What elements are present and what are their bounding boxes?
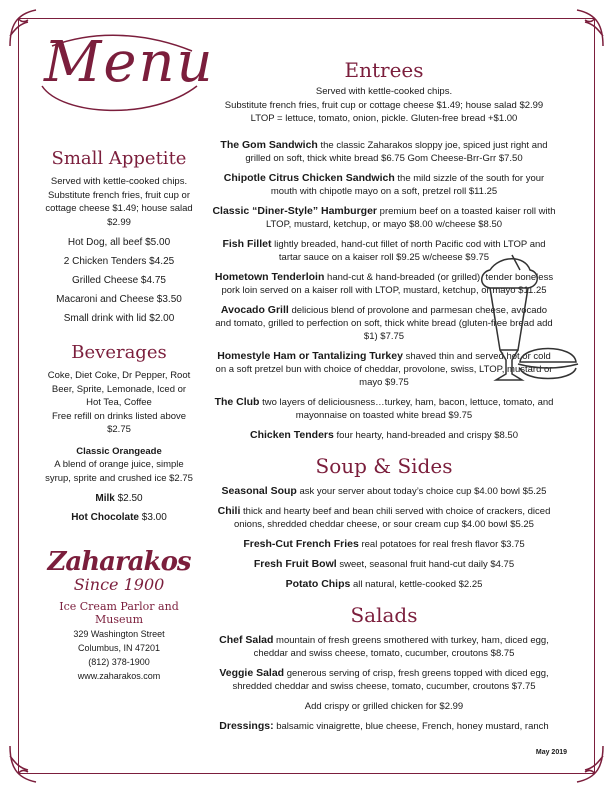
menu-item: Chef Salad mountain of fresh greens smothered with turkey, ham, diced egg, cheddar and swiss cheese, tomato, cucumber, croutons $8.75 [219,633,549,659]
milk-price: $2.50 [117,493,143,504]
menu-item: Hometown Tenderloin hand-cut & hand-breaded (or grilled), tender boneless pork loin served on a kaiser roll with LTOP, mustard, ketchup, or mayo $11.25 [214,270,554,296]
entrees-note1: Served with kettle-cooked chips. [315,86,453,97]
entrees-note2: Substitute french fries, fruit cup or cottage cheese $1.49; house salad $2.99 [224,99,544,111]
milk-name: Milk [95,493,115,504]
dressings: Dressings: balsamic vinaigrette, blue cheese, French, honey mustard, ranch [219,719,549,732]
left-column [44,148,194,682]
entrees-note3: LTOP = lettuce, tomato, onion, pickle. Gluten-free bread +$1.00 [250,113,518,124]
menu-date: May 2019 [535,749,567,756]
cocoa-name: Hot Chocolate [71,512,139,523]
menu-item: Potato Chips all natural, kettle-cooked $2.25 [285,577,483,590]
orangeade-desc: A blend of orange juice, simple syrup, sprite and crushed ice $2.75 [45,459,193,484]
menu-item: Fresh-Cut French Fries real potatoes for real fresh flavor $3.75 [243,537,525,550]
list-item: Hot Dog, all beef $5.00 [67,237,171,248]
small-appetite-note: Served with kettle-cooked chips. Substitute french fries, fruit cup or cottage cheese $1.49; house salad $2.99 [45,176,193,228]
brand-address2: Columbus, IN 47201 [77,643,161,653]
menu-logo: Menu [44,30,215,95]
menu-item: The Club two layers of deliciousness…turkey, ham, bacon, lettuce, tomato, and mayonnaise on toasted white bread $9.75 [214,395,554,421]
brand-web: www.zaharakos.com [77,671,161,681]
menu-item: Seasonal Soup ask your server about today’s choice cup $4.00 bowl $5.25 [221,484,547,497]
menu-item: Avocado Grill delicious blend of provolone and parmesan cheese, avocado and tomato, grilled to perfection on soft, thick white bread (gluten-free bread add $1) $7.75 [215,303,553,342]
list-item: Macaroni and Cheese $3.50 [56,294,182,305]
beverages-list: Coke, Diet Coke, Dr Pepper, Root Beer, Sprite, Lemonade, Iced or Hot Tea, Coffee [47,370,191,408]
sandwich-icon [516,338,580,386]
brand-name: Zaharakos [47,547,191,577]
cocoa-price: $3.00 [141,512,167,523]
flourish-corner-icon [6,742,50,786]
right-column [212,58,556,740]
salads-title: Salads [350,602,418,627]
salad-addon: Add crispy or grilled chicken for $2.99 [304,700,464,712]
list-item: Small drink with lid $2.00 [63,313,175,324]
beverages-refill: Free refill on drinks listed above $2.75 [51,410,187,435]
flourish-corner-icon [563,742,607,786]
brand-since: Since 1900 [73,575,165,594]
brand-address1: 329 Washington Street [73,629,165,639]
small-appetite-title: Small Appetite [51,148,187,169]
menu-item: Homestyle Ham or Tantalizing Turkey shaved thin and served hot or cold on a soft pretzel bun with choice of cheddar, provolone, swiss, LTOP, mustard or mayo $9.75 [215,349,553,388]
menu-item: The Gom Sandwich the classic Zaharakos sloppy joe, spiced just right and grilled on soft, thick white bread $6.75 Gom Cheese-Brr-Grr $7.50 [220,138,548,164]
brand-subtitle: Ice Cream Parlor and Museum [59,600,179,626]
menu-item: Fish Fillet lightly breaded, hand-cut fillet of north Pacific cod with LTOP and tartar sauce on a kaiser roll $9.25 w/cheese $9.75 [222,237,546,263]
brand-phone: (812) 378-1900 [88,657,150,667]
menu-item: Chicken Tenders four hearty, hand-breaded and crispy $8.50 [250,428,518,441]
entrees-title: Entrees [344,58,424,82]
menu-item: Classic “Diner-Style” Hamburger premium beef on a toasted kaiser roll with LTOP, mustard, ketchup, or mayo $8.00 w/cheese $8.50 [212,204,556,230]
soup-sides-title: Soup & Sides [315,453,453,478]
brand-block [44,547,194,682]
menu-item: Fresh Fruit Bowl sweet, seasonal fruit hand-cut daily $4.75 [253,557,515,570]
list-item: Grilled Cheese $4.75 [72,275,166,286]
beverages-title: Beverages [71,342,167,363]
flourish-corner-icon [563,6,607,50]
list-item: 2 Chicken Tenders $4.25 [63,256,175,267]
menu-item: Veggie Salad generous serving of crisp, fresh greens topped with diced egg, shredded cheddar and swiss cheese, tomato, cucumber, croutons $7.75 [219,666,549,692]
menu-item: Chipotle Citrus Chicken Sandwich the mild sizzle of the south for your mouth with chipotle mayo on a soft, pretzel roll $11.25 [223,171,545,197]
menu-item: Chili thick and hearty beef and bean chili served with choice of crackers, diced onions, shredded cheddar cheese, or sour cream cup $4.00 bowl $5.25 [217,504,551,530]
orangeade-name: Classic Orangeade [76,445,162,457]
